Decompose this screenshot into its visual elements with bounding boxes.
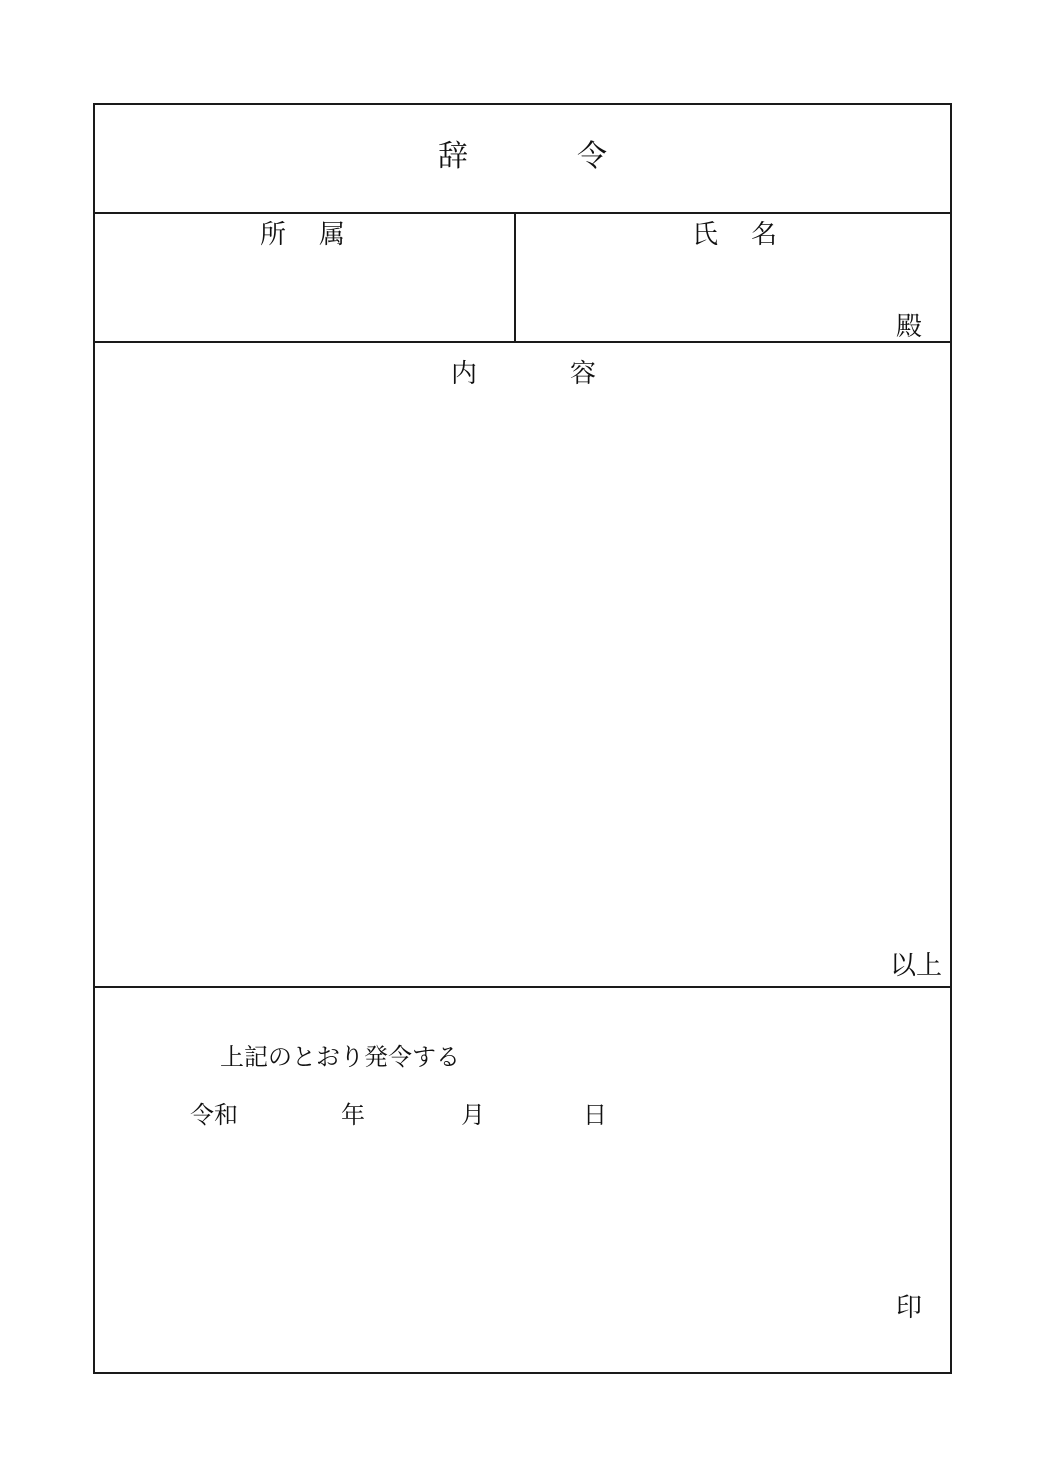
title-char-2: 令	[577, 139, 607, 174]
divider-vertical	[514, 212, 516, 341]
document-frame	[93, 103, 952, 1374]
divider-title	[95, 212, 950, 214]
divider-header	[95, 341, 950, 343]
affiliation-label-char-1: 所	[260, 220, 287, 250]
date-era: 令和	[190, 1101, 238, 1129]
date-month: 月	[461, 1101, 485, 1129]
honorific: 殿	[896, 312, 923, 342]
divider-content	[95, 986, 950, 988]
closing-text: 以上	[890, 951, 943, 981]
content-label-char-2: 容	[570, 359, 597, 389]
seal-mark: 印	[896, 1293, 923, 1323]
name-label-char-1: 氏	[692, 220, 719, 250]
date-day: 日	[583, 1101, 607, 1129]
name-label-char-2: 名	[751, 220, 778, 250]
title-char-1: 辞	[438, 139, 468, 174]
content-label-char-1: 内	[451, 359, 478, 389]
statement-text: 上記のとおり発令する	[220, 1043, 460, 1071]
date-year: 年	[341, 1101, 365, 1129]
affiliation-label-char-2: 属	[319, 220, 346, 250]
